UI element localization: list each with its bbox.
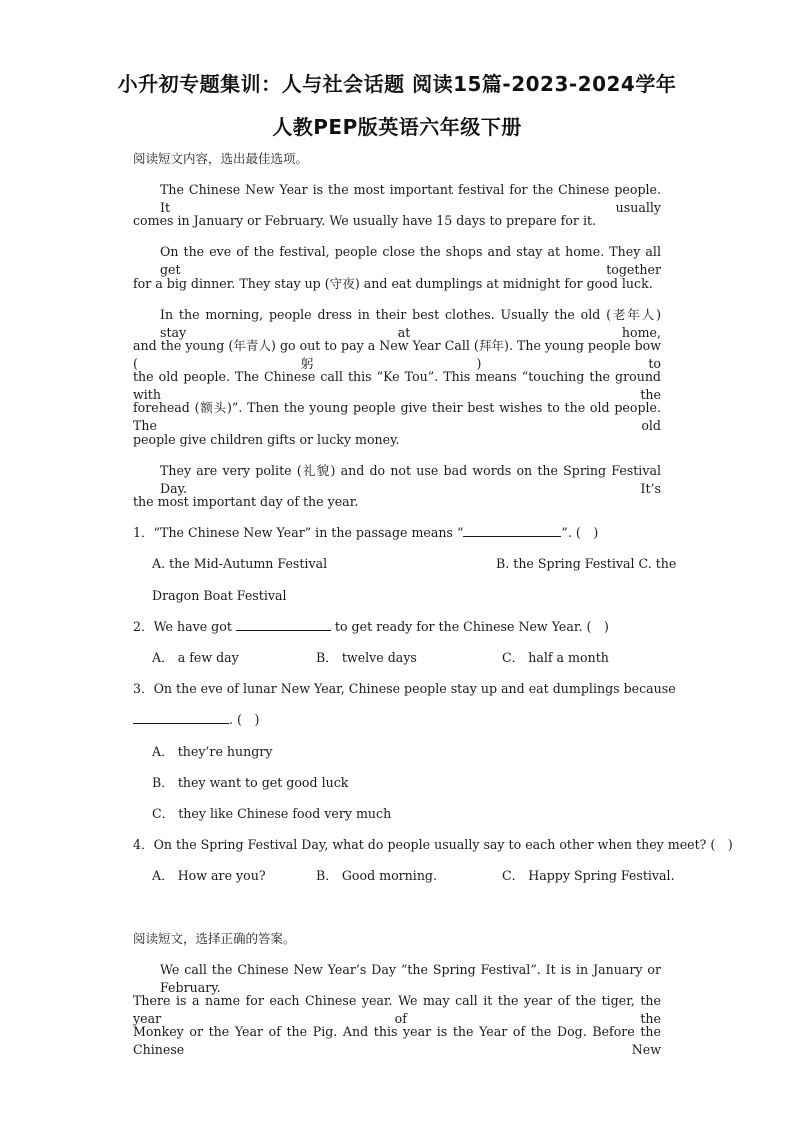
question-2-text-end: to get ready for the Chinese New Year. ( ) (334, 619, 609, 634)
passage2-line: There is a name for each Chinese year. We may call it the year of the tiger, the year of the (133, 993, 661, 1026)
question-3-blank-line (133, 711, 661, 729)
passage2-line: We call the Chinese New Year’s Day “the Spring Festival”. It is in January or February. (160, 962, 661, 995)
passage1-line: and the young (年青人) go out to pay a New Year Call (拜年). The young people bow (躬) to (133, 338, 661, 371)
section2-instruction: 阅读短文，选择正确的答案。 (133, 931, 296, 946)
passage1-line: the old people. The Chinese call this “Ke Tou”. This means “touching the ground with the (133, 369, 661, 402)
title-line-2: 人教PEP版英语六年级下册 (272, 115, 522, 139)
question-1 (133, 524, 661, 542)
option-a: A． How are you? (152, 868, 266, 883)
passage1-line: forehead (额头)”. Then the young people give their best wishes to the old people. The old (133, 400, 661, 433)
question-3: 3．On the eve of lunar New Year, Chinese people stay up and eat dumplings because (133, 681, 676, 696)
option-b: B． twelve days (316, 650, 417, 665)
question-1-bracket: ”. ( ) (561, 525, 599, 540)
option-c-continued: Dragon Boat Festival (152, 588, 287, 603)
question-1-text: 1．“The Chinese New Year” in the passage means “ (133, 525, 464, 540)
answer-blank (236, 618, 331, 631)
passage1-line: The Chinese New Year is the most important festival for the Chinese people. It usually (160, 182, 661, 215)
question-4: 4．On the Spring Festival Day, what do people usually say to each other when they meet? ( ) (133, 837, 733, 852)
answer-blank (463, 524, 561, 537)
section1-instruction: 阅读短文内容，选出最佳选项。 (133, 151, 309, 166)
option-b-c: B. the Spring Festival C. the (496, 556, 677, 571)
passage1-line: They are very polite (礼貌) and do not use bad words on the Spring Festival Day. It’s (160, 463, 661, 496)
answer-blank (133, 711, 229, 724)
option-c: C． Happy Spring Festival. (502, 868, 675, 883)
passage1-line: On the eve of the festival, people close the shops and stay at home. They all get together (160, 244, 661, 277)
option-c: C． they like Chinese food very much (152, 806, 392, 821)
passage2-line: Monkey or the Year of the Pig. And this year is the Year of the Dog. Before the Chinese New (133, 1024, 661, 1057)
passage1-line: the most important day of the year. (133, 494, 359, 509)
option-c: C． half a month (502, 650, 609, 665)
passage1-line: comes in January or February. We usually have 15 days to prepare for it. (133, 213, 597, 228)
question-3-bracket: . ( ) (229, 712, 260, 727)
question-2 (133, 618, 661, 636)
option-b: B． Good morning. (316, 868, 437, 883)
option-a: A. the Mid-Autumn Festival (152, 556, 328, 571)
passage1-line: people give children gifts or lucky money. (133, 432, 400, 447)
question-2-text: 2．We have got (133, 619, 232, 634)
passage1-line: In the morning, people dress in their best clothes. Usually the old (老年人) stay at home, (160, 307, 661, 340)
option-a: A． they’re hungry (152, 744, 273, 759)
title-line-1: 小升初专题集训：人与社会话题 阅读15篇-2023-2024学年 (117, 72, 677, 96)
option-b: B． they want to get good luck (152, 775, 349, 790)
passage1-line: for a big dinner. They stay up (守夜) and eat dumplings at midnight for good luck. (133, 276, 653, 291)
option-a: A． a few day (152, 650, 239, 665)
